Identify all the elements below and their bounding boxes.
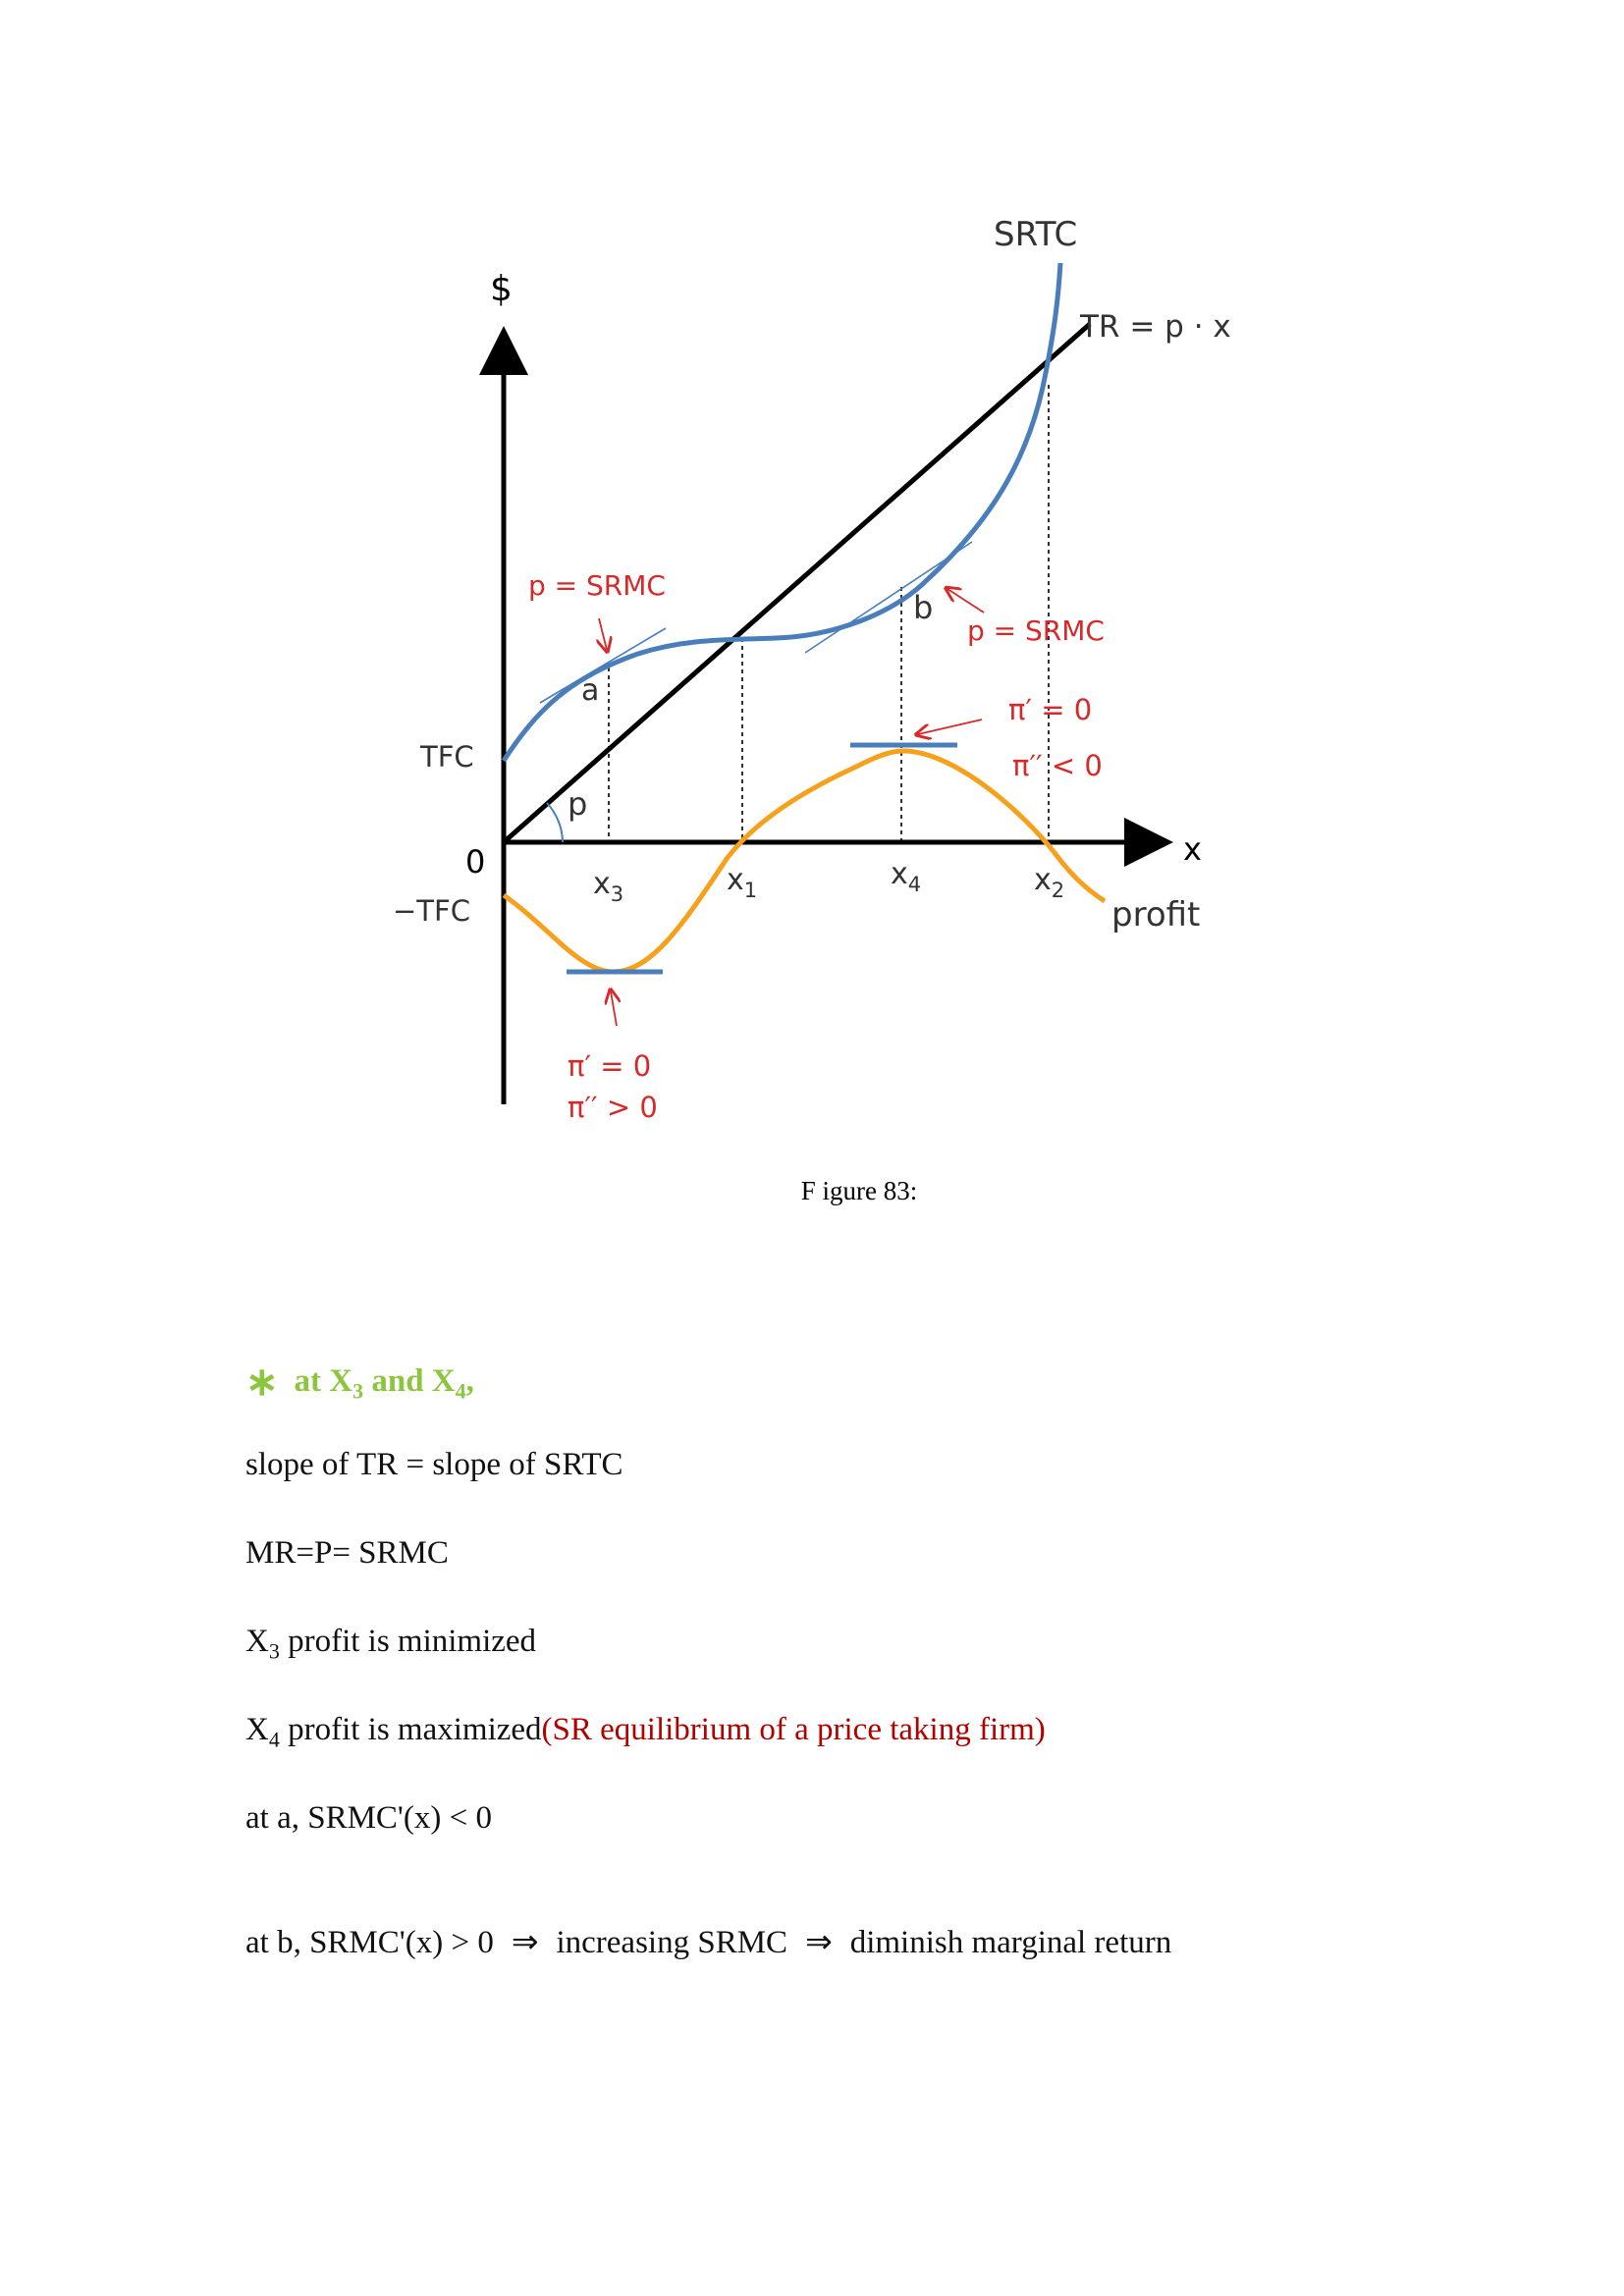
note-line-6: at b, SRMC'(x) > 0 ⇒ increasing SRMC ⇒ diminish marginal return — [245, 1925, 1172, 1960]
max-first-annotation: π′ = 0 — [1008, 693, 1093, 726]
tfc-label: TFC — [420, 740, 474, 774]
arrow-to-min — [611, 991, 617, 1026]
srmc-a-annotation: p = SRMC — [528, 569, 666, 602]
angle-label: p — [568, 785, 588, 823]
implies-icon: ⇒ — [511, 1925, 539, 1960]
max-second-annotation: π′′ < 0 — [1012, 749, 1103, 782]
profit-label: profit — [1111, 895, 1201, 934]
arrow-to-a — [599, 618, 607, 650]
arrow-to-max — [918, 720, 982, 734]
srtc-label: SRTC — [994, 215, 1078, 254]
tick-x2: $x_2$ — [1034, 863, 1065, 902]
point-a-label: a — [581, 673, 600, 708]
tangent-a — [540, 628, 666, 703]
min-second-annotation: π′′ > 0 — [568, 1091, 658, 1124]
figure-caption: F igure 83: — [800, 1176, 918, 1205]
min-first-annotation: π′ = 0 — [568, 1049, 652, 1083]
origin-label: 0 — [465, 843, 486, 881]
angle-arc — [547, 803, 563, 842]
tr-label: TR = p · x — [1080, 309, 1231, 345]
tick-x1: $x_1$ — [727, 863, 758, 902]
equilibrium-note: (SR equilibrium of a price taking firm) — [541, 1712, 1046, 1747]
dashed-guides — [609, 385, 1049, 842]
annotations — [528, 569, 1105, 1124]
note-line-3: $X_3$ profit is minimized — [245, 1624, 537, 1664]
tick-x3: $x_3$ — [593, 867, 624, 906]
note-line-5: at a, SRMC'(x) < 0 — [245, 1800, 492, 1836]
note-line-2: MR=P= SRMC — [245, 1535, 449, 1571]
note-line-4: $X_4$ profit is maximized(SR equilibrium of a price taking firm) — [245, 1712, 1046, 1752]
point-b-label: b — [913, 589, 934, 626]
x-tick-labels — [593, 857, 1064, 906]
x-axis-label: x — [1183, 830, 1202, 868]
arrow-to-b — [947, 589, 984, 613]
srmc-b-annotation: p = SRMC — [967, 614, 1105, 647]
asterisk-icon: ∗ — [245, 1360, 279, 1404]
neg-tfc-label: −TFC — [393, 894, 470, 928]
profit-curve — [504, 751, 1105, 972]
notes-heading: ∗ at $X_3$ and $X_4$, — [245, 1360, 474, 1404]
y-axis-label: $ — [490, 269, 513, 309]
implies-icon: ⇒ — [805, 1925, 833, 1960]
note-line-1: slope of TR = slope of SRTC — [245, 1447, 623, 1482]
tick-x4: $x_4$ — [891, 857, 922, 896]
